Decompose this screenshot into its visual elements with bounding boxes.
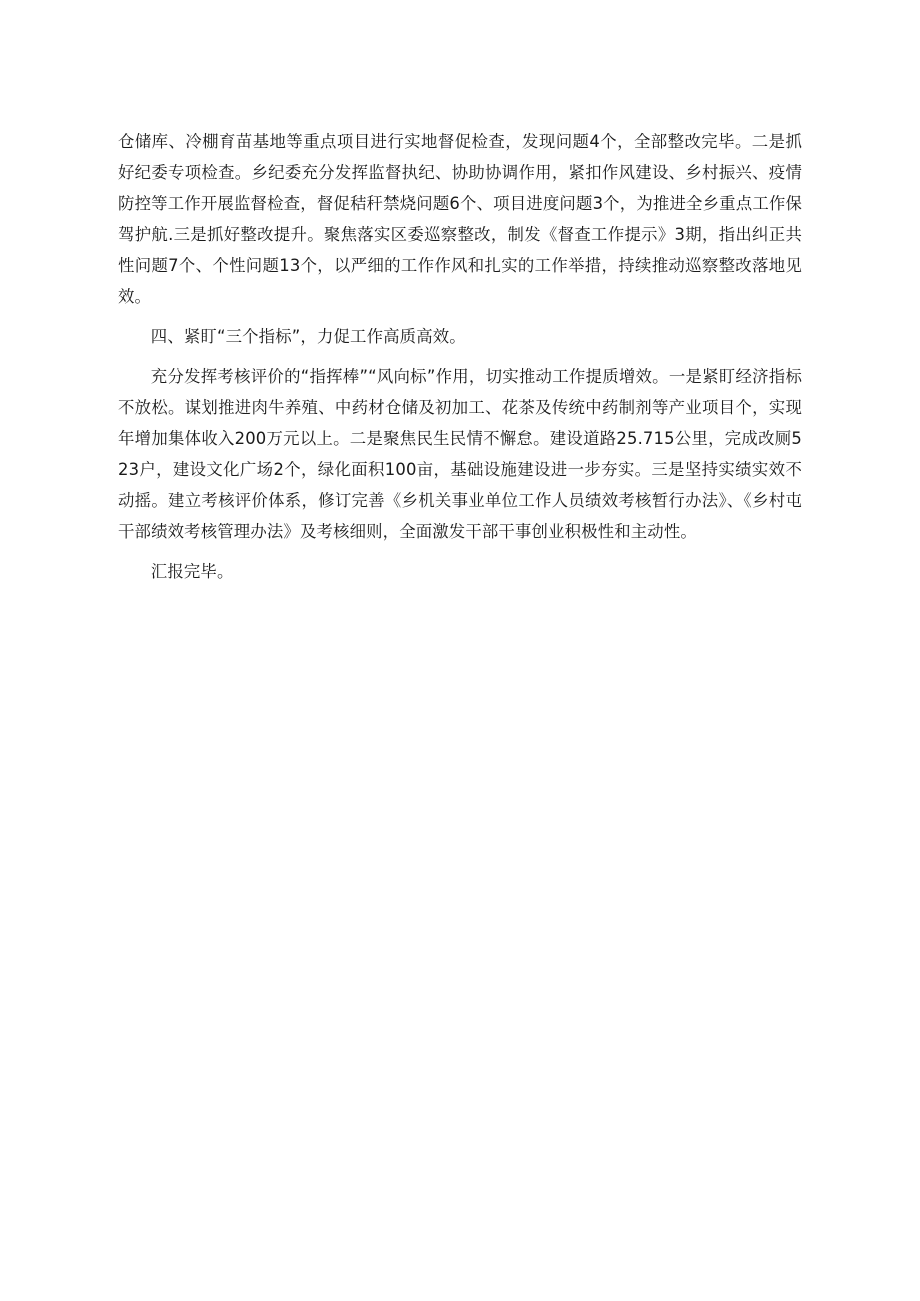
paragraph-body: 充分发挥考核评价的“指挥棒”“风向标”作用，切实推动工作提质增效。一是紧盯经济指标不放松。谋划推进肉牛养殖、中药材仓储及初加工、花茶及传统中药制剂等产业项目个，实现年增加集体收入200万元以上。二是聚焦民生民情不懈怠。建设道路25.715公里，完成改厕523户，建设文化广场2个，绿化面积100亩，基础设施建设进一步夯实。三是坚持实绩实效不动摇。建立考核评价体系，修订完善《乡机关事业单位工作人员绩效考核暂行办法》、《乡村屯干部绩效考核管理办法》及考核细则，全面激发干部干事创业积极性和主动性。: [118, 367, 802, 541]
closing-line: 汇报完毕。: [150, 562, 234, 581]
section-heading: 四、紧盯“三个指标”，力促工作高质高效。: [150, 327, 466, 346]
paragraph-continuation: 仓储库、冷棚育苗基地等重点项目进行实地督促检查，发现问题4个，全部整改完毕。二是抓好纪委专项检查。乡纪委充分发挥监督执纪、协助协调作用，紧扣作风建设、乡村振兴、疫情防控等工作开展监督检查，督促秸秆禁烧问题6个、项目进度问题3个，为推进全乡重点工作保驾护航.三是抓好整改提升。聚焦落实区委巡察整改，制发《督查工作提示》3期，指出纠正共性问题7个、个性问题13个，以严细的工作作风和扎实的工作举措，持续推动巡察整改落地见效。: [118, 132, 802, 306]
document-page: [118, 126, 802, 587]
